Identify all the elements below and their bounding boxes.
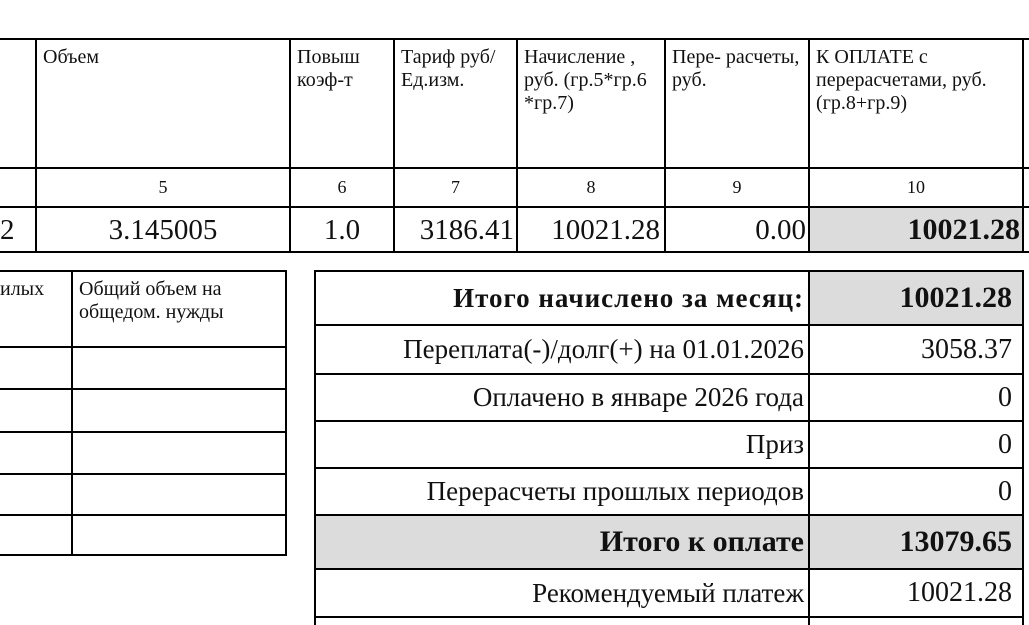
header-to-pay: К ОПЛАТЕ с перерасчетами, руб. (гр.8+гр.9) [816, 46, 987, 114]
table-border [0, 388, 287, 390]
column-number: 10 [907, 177, 925, 197]
row-prev-cell: 2 [0, 214, 15, 246]
summary-label-past-recalc: Перерасчеты прошлых периодов [426, 476, 804, 506]
summary-value-prize: 0 [998, 429, 1012, 460]
header-tariff: Тариф руб/Ед.изм. [401, 46, 496, 91]
summary-label-recommended: Рекомендуемый платеж [532, 578, 804, 608]
row-to-pay: 10021.28 [810, 208, 1022, 251]
column-number: 6 [337, 177, 347, 197]
table-border [0, 554, 287, 556]
summary-label-balance: Переплата(-)/долг(+) на 01.01.2026 [403, 334, 804, 364]
table-border [0, 346, 287, 348]
summary-label-paid: Оплачено в январе 2026 года [472, 382, 804, 412]
header-coefficient: Повыш коэф-т [297, 46, 360, 91]
table-border [285, 270, 287, 556]
table-border [0, 473, 287, 475]
table-border [0, 251, 1029, 253]
row-tariff: 3186.41 [419, 214, 514, 246]
table-border [0, 514, 287, 516]
summary-value-recommended: 10021.28 [907, 577, 1012, 608]
header-fragment: илых [0, 278, 45, 300]
header-common-volume: Общий объем на общедом. нужды [79, 278, 224, 323]
summary-label-total-to-pay: Итого к оплате [599, 525, 804, 558]
table-border [0, 431, 287, 433]
column-number: 5 [158, 177, 168, 197]
summary-value-monthly-total: 10021.28 [899, 281, 1012, 314]
column-number: 7 [451, 177, 460, 197]
summary-value-past-recalc: 0 [998, 476, 1012, 507]
header-charge: Начисление , руб. (гр.5*гр.6 *гр.7) [524, 46, 647, 114]
summary-value-balance: 3058.37 [921, 334, 1012, 365]
row-charge: 10021.28 [551, 214, 660, 246]
column-number: 8 [586, 177, 596, 197]
header-recalculation: Пере- расчеты, руб. [672, 46, 800, 91]
table-border [314, 616, 1024, 618]
summary-value-paid: 0 [998, 382, 1012, 413]
summary-label-monthly-total: Итого начислено за месяц: [453, 283, 804, 313]
column-number: 9 [732, 177, 742, 197]
row-coefficient: 1.0 [323, 214, 361, 246]
table-border [1022, 270, 1024, 625]
table-border [1022, 38, 1024, 253]
summary-value-total-to-pay: 13079.65 [899, 525, 1012, 558]
row-volume: 3.145005 [108, 214, 218, 246]
row-recalculation: 0.00 [755, 214, 806, 246]
header-volume: Объем [43, 46, 99, 68]
summary-label-prize: Приз [745, 429, 804, 459]
